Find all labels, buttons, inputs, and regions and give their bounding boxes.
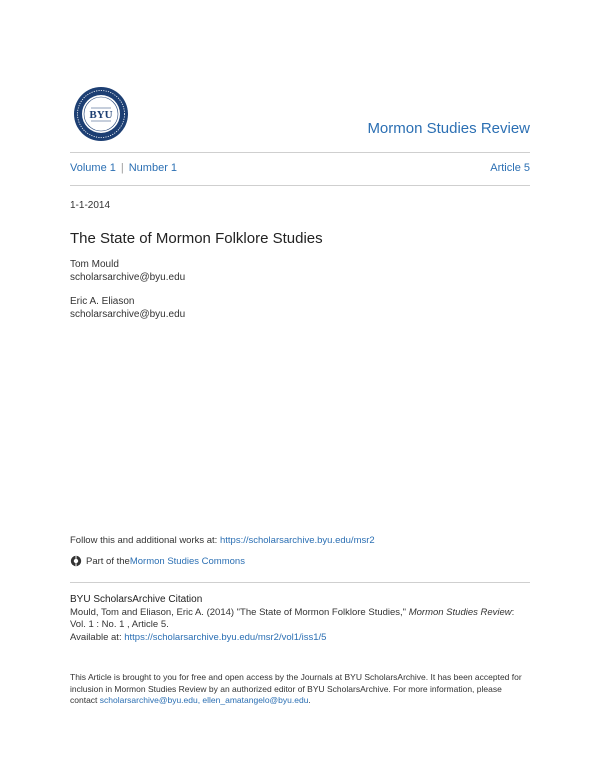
author-block [70,295,185,321]
citation-journal: Mormon Studies Review [408,606,512,618]
divider-top [70,152,530,153]
available-link[interactable]: https://scholarsarchive.byu.edu/msr2/vol1/iss1/5 [124,631,327,643]
author-name: Tom Mould [70,259,119,270]
article-title: The State of Mormon Folklore Studies [70,230,323,247]
commons-link[interactable]: Mormon Studies Commons [129,555,245,567]
divider-citation [70,582,530,583]
citation-heading: BYU ScholarsArchive Citation [70,594,203,605]
byu-seal-logo [73,86,129,142]
volume-bar [70,162,530,174]
notice-text: This Article is brought to you for free and open access by the Journals at BYU ScholarsArchive. It has been accepted for inclusion in Mormon Studies Review by an authorized editor of BYU ScholarsArchive. For more information, please contact [70,672,522,705]
author-block [70,258,185,284]
part-of-text: Part of the [86,555,130,567]
number-link[interactable]: Number 1 [128,162,178,174]
divider-volume [70,185,530,186]
author-email: scholarsarchive@byu.edu [70,272,186,283]
part-of-line [70,555,245,567]
citation-colon: : [511,606,515,618]
separator: | [120,162,124,174]
journal-title[interactable]: Mormon Studies Review [367,120,530,137]
available-label: Available at: [70,631,125,643]
citation-volume: Vol. 1 : No. 1 , Article 5. [70,619,169,630]
contact-link[interactable]: scholarsarchive@byu.edu, ellen_amatangelo@byu.edu [99,695,309,705]
author-name: Eric A. Eliason [70,296,135,307]
citation-line [70,607,530,620]
notice-end: . [308,695,311,705]
follow-text: Follow this and additional works at: [70,535,220,546]
volume-link[interactable]: Volume 1 [70,162,116,174]
available-line [70,632,530,645]
logo-text: BYU [89,109,113,121]
citation-text: Mould, Tom and Eliason, Eric A. (2014) "The State of Mormon Folklore Studies," [70,606,409,618]
article-link[interactable]: Article 5 [490,162,530,174]
access-notice [70,672,530,707]
publication-date: 1-1-2014 [70,200,111,211]
commons-network-icon [70,555,82,567]
follow-line [70,535,375,546]
follow-link[interactable]: https://scholarsarchive.byu.edu/msr2 [219,535,375,546]
citation-block [70,594,530,644]
author-email: scholarsarchive@byu.edu [70,309,186,320]
